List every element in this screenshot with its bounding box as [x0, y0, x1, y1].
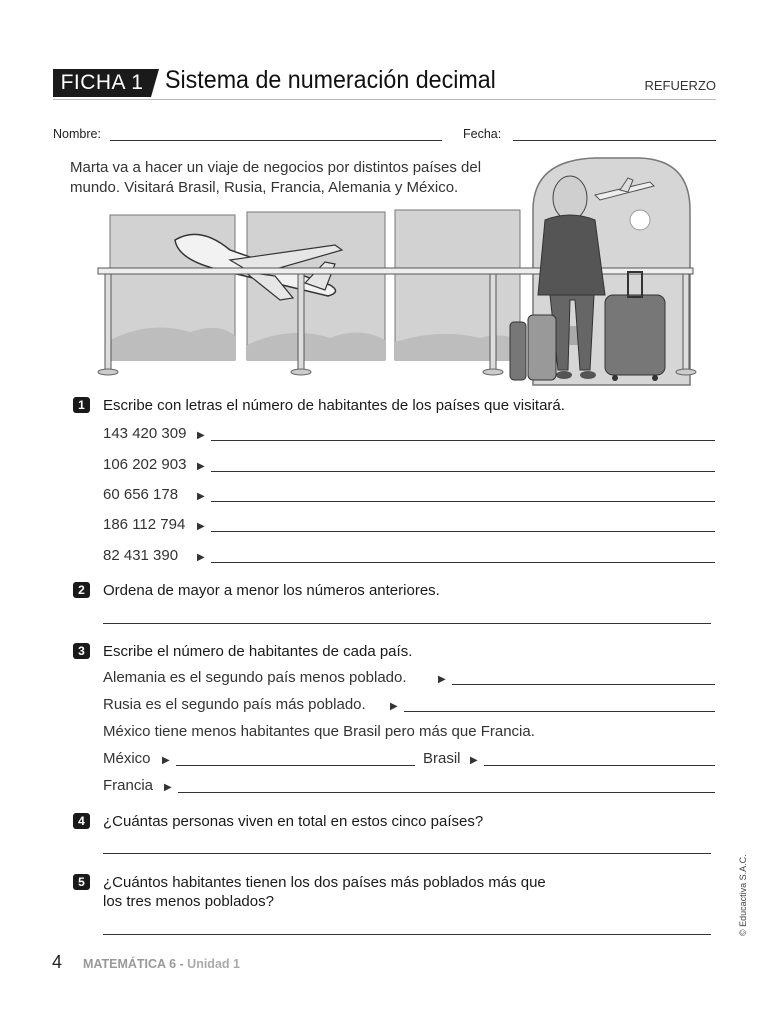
- clue-mexico: México tiene menos habitantes que Brasil pero más que Francia.: [103, 723, 535, 740]
- ficha-badge: FICHA 1: [53, 69, 151, 97]
- unit-label: Unidad 1: [187, 957, 240, 971]
- question-4-number: 4: [73, 813, 90, 829]
- triangle-right-icon: ▶: [197, 491, 205, 502]
- question-5-text-line2: los tres menos poblados?: [103, 893, 274, 910]
- answer-line-5[interactable]: [211, 562, 715, 563]
- footer-separator: -: [176, 957, 188, 971]
- triangle-right-icon: ▶: [197, 521, 205, 532]
- clue-germany: Alemania es el segundo país menos poblado.: [103, 669, 407, 686]
- question-5-number: 5: [73, 874, 90, 890]
- label-mexico: México: [103, 750, 151, 767]
- triangle-right-icon: ▶: [197, 430, 205, 441]
- answer-line-4[interactable]: [211, 531, 715, 532]
- book-title: MATEMÁTICA 6: [83, 957, 177, 971]
- answer-line-russia[interactable]: [404, 711, 715, 712]
- page-title: Sistema de numeración decimal: [165, 66, 496, 94]
- question-1-text: Escribe con letras el número de habitantes de los países que visitará.: [103, 397, 565, 414]
- label-brazil: Brasil: [423, 750, 461, 767]
- answer-line-germany[interactable]: [452, 684, 715, 685]
- triangle-right-icon: ▶: [438, 674, 446, 685]
- header-rule: [53, 99, 716, 100]
- question-2-text: Ordena de mayor a menor los números anteriores.: [103, 582, 440, 599]
- label-france: Francia: [103, 777, 154, 794]
- answer-line-q2[interactable]: [103, 623, 711, 624]
- population-3: 60 656 178: [103, 486, 179, 503]
- answer-line-france[interactable]: [178, 792, 715, 793]
- name-field[interactable]: [110, 140, 442, 141]
- answer-line-2[interactable]: [211, 471, 715, 472]
- answer-line-q4[interactable]: [103, 853, 711, 854]
- badge-tail: [151, 69, 159, 97]
- intro-text: Marta va a hacer un viaje de negocios por distintos países del mundo. Visitará Brasil, Rusia, Francia, Alemania y México.: [70, 159, 482, 196]
- level-label: REFUERZO: [644, 78, 716, 93]
- answer-line-3[interactable]: [211, 501, 715, 502]
- question-3-text: Escribe el número de habitantes de cada país.: [103, 643, 413, 660]
- answer-line-mexico[interactable]: [176, 765, 415, 766]
- date-field[interactable]: [513, 140, 716, 141]
- triangle-right-icon: ▶: [470, 755, 478, 766]
- question-4-text: ¿Cuántas personas viven en total en estos cinco países?: [103, 813, 484, 830]
- answer-line-brazil[interactable]: [484, 765, 715, 766]
- triangle-right-icon: ▶: [390, 701, 398, 712]
- clue-russia: Rusia es el segundo país más poblado.: [103, 696, 366, 713]
- triangle-right-icon: ▶: [164, 782, 172, 793]
- answer-line-1[interactable]: [211, 440, 715, 441]
- triangle-right-icon: ▶: [197, 552, 205, 563]
- footer-book: [83, 957, 240, 971]
- triangle-right-icon: ▶: [197, 461, 205, 472]
- date-label: Fecha:: [463, 127, 502, 141]
- question-1-number: 1: [73, 397, 90, 413]
- question-5-text-line1: ¿Cuántos habitantes tienen los dos países más poblados más que: [103, 874, 546, 891]
- question-3-number: 3: [73, 643, 90, 659]
- population-4: 186 112 794: [103, 516, 186, 533]
- question-2-number: 2: [73, 582, 90, 598]
- population-2: 106 202 903: [103, 456, 187, 473]
- page-number: 4: [52, 952, 63, 972]
- triangle-right-icon: ▶: [162, 755, 170, 766]
- population-5: 82 431 390: [103, 547, 179, 564]
- population-1: 143 420 309: [103, 425, 187, 442]
- name-label: Nombre:: [53, 127, 101, 141]
- answer-line-q5[interactable]: [103, 934, 711, 935]
- copyright: © Educactiva S.A.C.: [738, 854, 748, 936]
